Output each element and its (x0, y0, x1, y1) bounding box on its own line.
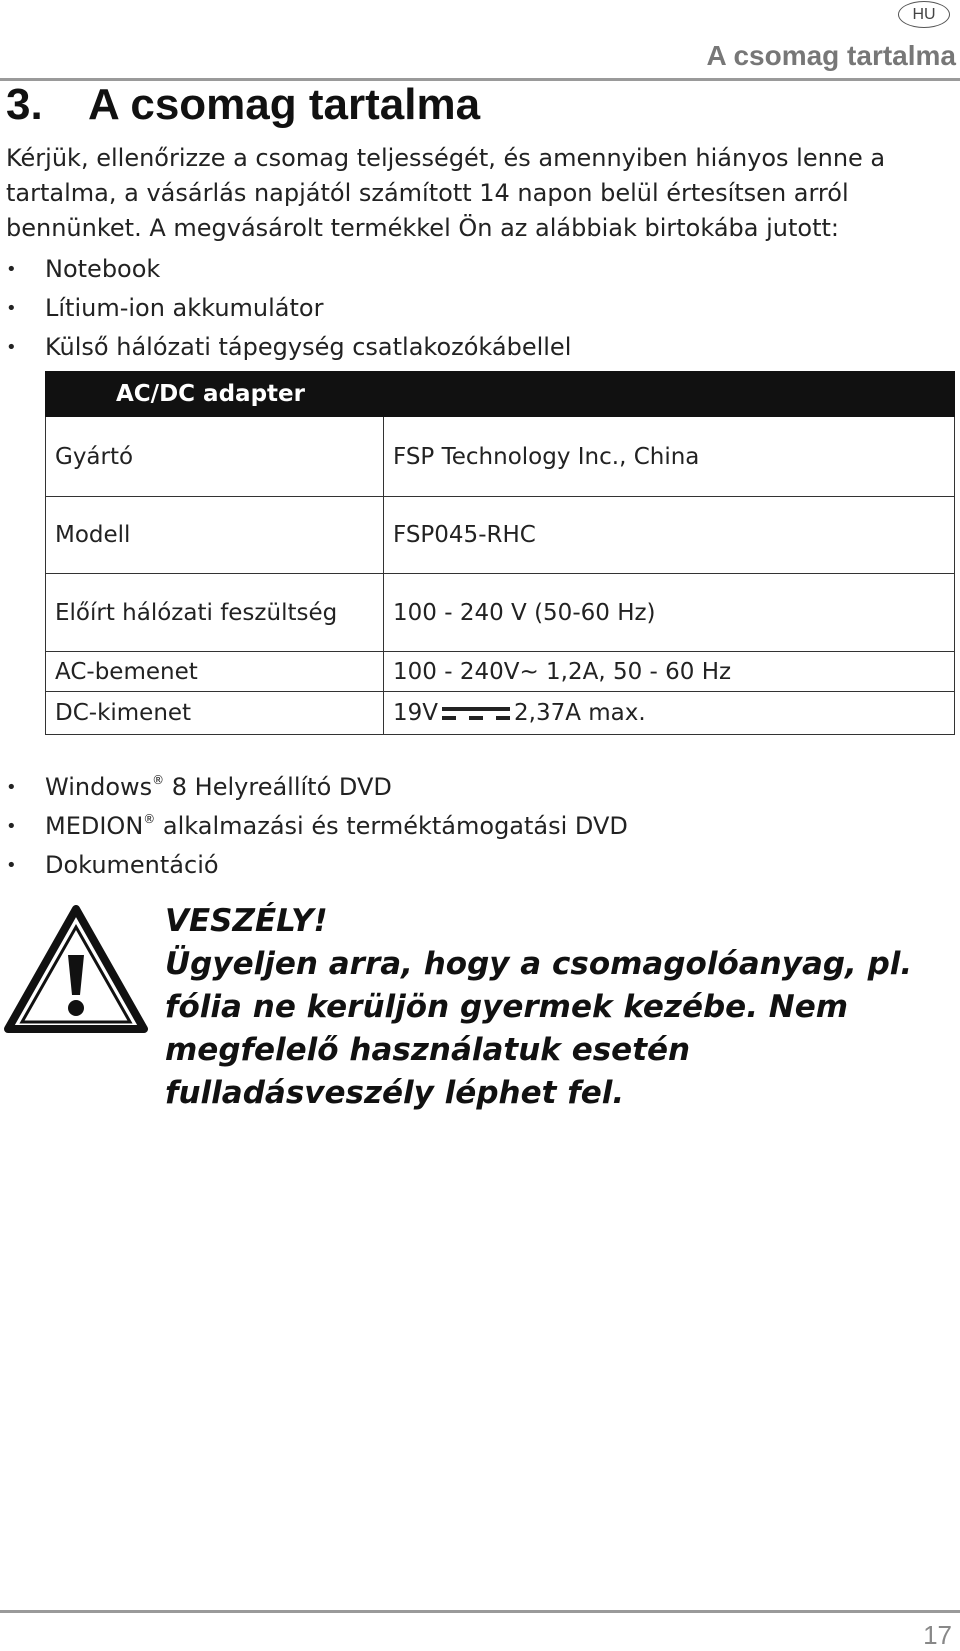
list-item-text: MEDION (45, 812, 144, 840)
table-row (46, 692, 955, 735)
warning-text: Ügyeljen arra, hogy a csomagolóanyag, pl. fólia ne kerüljön gyermek kezébe. Nem megfelelő használatuk esetén fulladásveszély léphet fel. (165, 946, 913, 1111)
list-item (0, 328, 571, 367)
footer-divider (0, 1610, 960, 1613)
dc-voltage: 19V (393, 700, 439, 726)
list-item (0, 768, 628, 807)
list-item (0, 250, 571, 289)
bullet-icon: • (6, 337, 17, 358)
page-number: 17 (923, 1620, 952, 1650)
language-badge: HU (898, 1, 950, 28)
list-item-text: Külső hálózati tápegység csatlakozókábellel (45, 333, 572, 361)
running-header-title: A csomag tartalma (706, 40, 956, 71)
intro-paragraph: Kérjük, ellenőrizze a csomag teljességét, és amennyiben hiányos lenne a tartalma, a vásárlás napjától számított 14 napon belül értesítsen arról bennünket. A megvásárolt termékkel Ön az alábbiak birtokába jutott: (6, 144, 886, 242)
dc-symbol-icon (440, 704, 512, 724)
table-label-cell: Modell (46, 497, 384, 574)
bullet-icon: • (6, 259, 17, 280)
dc-current: 2,37A max. (514, 700, 646, 726)
table-label-cell: Előírt hálózati feszültség (46, 574, 384, 652)
list-item-text-rest: 8 Helyreállító DVD (164, 773, 392, 801)
table-label-cell: Gyártó (46, 417, 384, 497)
section-title (6, 80, 480, 130)
table-header-cell: AC/DC adapter (46, 372, 384, 417)
list-item (0, 807, 628, 846)
table-row (46, 417, 955, 497)
warning-triangle-icon (4, 905, 148, 1035)
table-label-cell: AC-bemenet (46, 652, 384, 692)
table-value-cell (384, 692, 955, 735)
table-header-row (46, 372, 955, 417)
table-value-cell: 100 - 240V~ 1,2A, 50 - 60 Hz (384, 652, 955, 692)
bullet-icon: • (6, 777, 17, 798)
table-value-cell: FSP045-RHC (384, 497, 955, 574)
list-item-text: Notebook (45, 255, 161, 283)
table-row (46, 497, 955, 574)
list-item-text: Lítium-ion akkumulátor (45, 294, 324, 322)
section-title-text: A csomag tartalma (88, 80, 481, 129)
registered-mark: ® (152, 773, 165, 787)
package-contents-list (0, 250, 571, 367)
list-item-text: Dokumentáció (45, 851, 219, 879)
table-row (46, 652, 955, 692)
bullet-icon: • (6, 855, 17, 876)
package-contents-list-continued (0, 768, 628, 885)
bullet-icon: • (6, 298, 17, 319)
table-label-cell: DC-kimenet (46, 692, 384, 735)
table-row (46, 574, 955, 652)
warning-heading: VESZÉLY! (165, 903, 328, 939)
list-item-text: Windows (45, 773, 153, 801)
registered-mark: ® (143, 812, 156, 826)
table-value-cell: 100 - 240 V (50-60 Hz) (384, 574, 955, 652)
section-number: 3. (6, 80, 43, 129)
adapter-spec-table (45, 371, 955, 735)
list-item (0, 289, 571, 328)
list-item (0, 846, 628, 885)
warning-block (165, 900, 945, 1115)
table-header-cell-empty (384, 372, 955, 417)
list-item-text-rest: alkalmazási és terméktámogatási DVD (155, 812, 628, 840)
table-value-cell: FSP Technology Inc., China (384, 417, 955, 497)
bullet-icon: • (6, 816, 17, 837)
